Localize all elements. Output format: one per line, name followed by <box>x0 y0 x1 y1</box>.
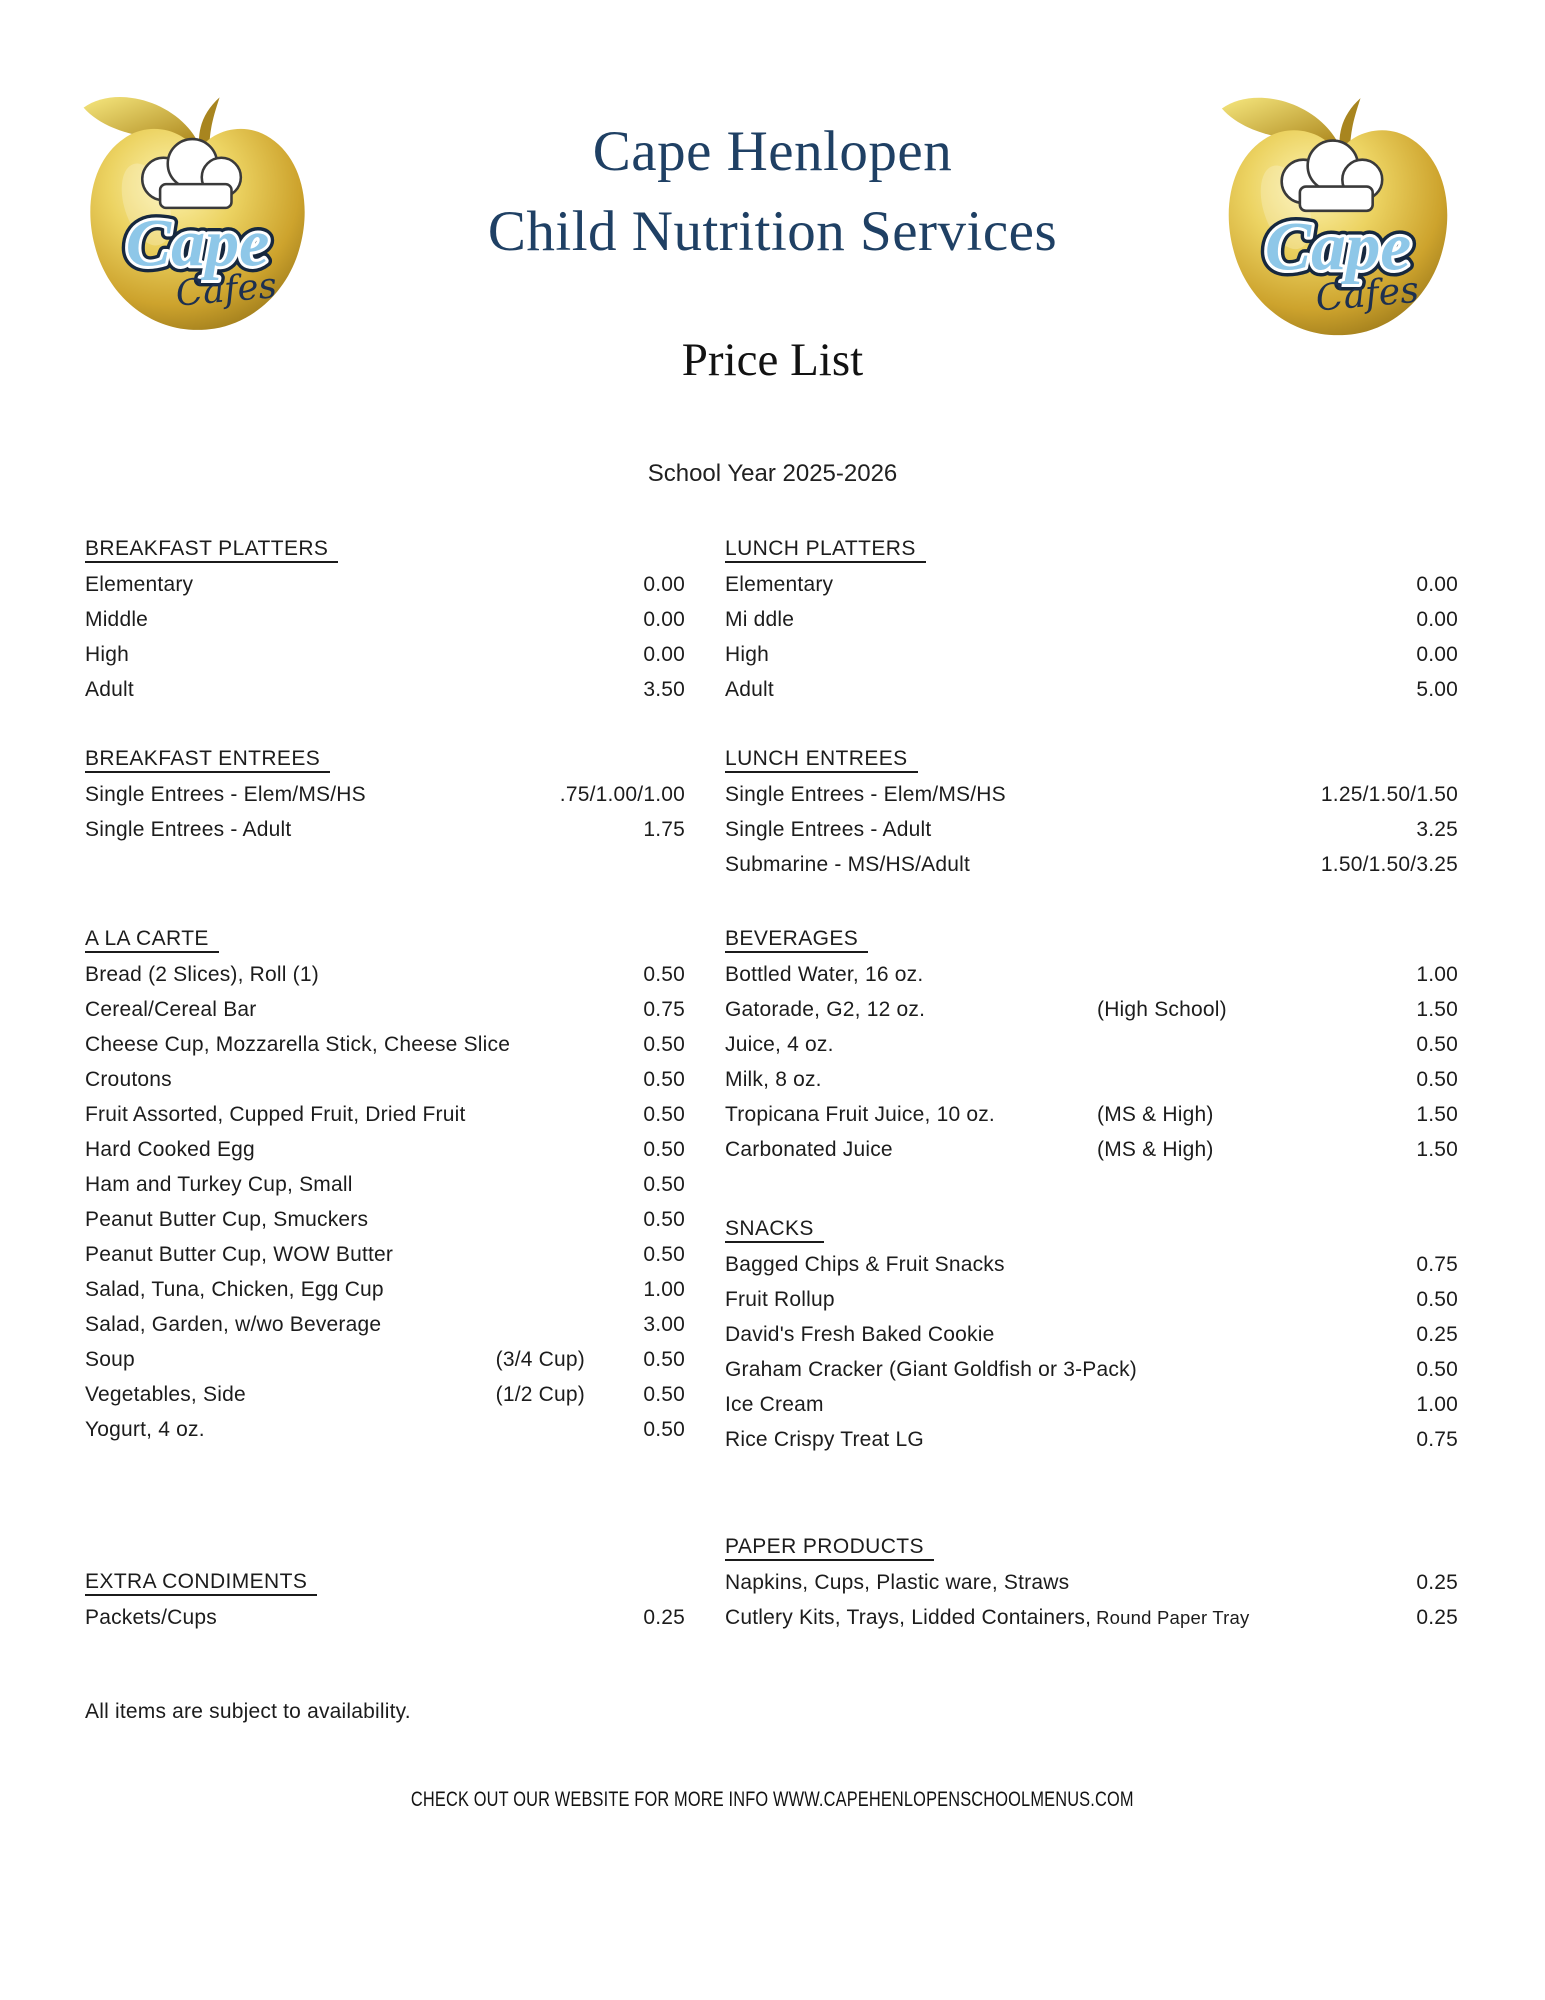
item-price: 0.50 <box>643 1418 685 1441</box>
item-price: 0.50 <box>1416 1068 1458 1091</box>
menu-item-row <box>725 567 1458 602</box>
item-label: Milk, 8 oz. <box>725 1068 822 1091</box>
section-heading: SNACKS <box>725 1212 1458 1247</box>
menu-item-row <box>725 1352 1458 1387</box>
item-price: 0.00 <box>643 608 685 631</box>
menu-item-row <box>85 1202 685 1237</box>
item-note: (High School) <box>1097 998 1227 1021</box>
item-price: 3.00 <box>643 1313 685 1336</box>
page-title: Price List <box>681 334 864 386</box>
menu-item-row <box>725 1565 1458 1600</box>
item-price: 0.50 <box>643 1173 685 1196</box>
item-price: 0.75 <box>643 998 685 1021</box>
item-label: Submarine - MS/HS/Adult <box>725 853 971 876</box>
section-heading: BREAKFAST PLATTERS <box>85 532 685 567</box>
item-label: Vegetables, Side <box>85 1383 246 1406</box>
item-label: Rice Crispy Treat LG <box>725 1428 924 1451</box>
item-price: 1.00 <box>1416 963 1458 986</box>
item-price: 0.50 <box>643 1138 685 1161</box>
menu-item-row <box>725 957 1458 992</box>
section-heading: EXTRA CONDIMENTS <box>85 1565 685 1600</box>
organization-title-line1: Cape Henlopen <box>592 120 953 183</box>
item-price: 0.50 <box>1416 1358 1458 1381</box>
item-price: 0.00 <box>1416 608 1458 631</box>
item-label: Yogurt, 4 oz. <box>85 1418 205 1441</box>
organization-title <box>0 112 1545 272</box>
menu-item-row <box>725 1387 1458 1422</box>
section-heading: BREAKFAST ENTREES <box>85 742 685 777</box>
item-label: Ice Cream <box>725 1393 824 1416</box>
menu-item-row <box>725 1097 1458 1132</box>
menu-item-row <box>725 777 1458 812</box>
menu-item-row <box>85 957 685 992</box>
item-label: Napkins, Cups, Plastic ware, Straws <box>725 1571 1070 1594</box>
school-year: School Year 2025-2026 <box>647 460 898 487</box>
item-label: Juice, 4 oz. <box>725 1033 834 1056</box>
section-heading: LUNCH PLATTERS <box>725 532 1458 567</box>
item-price: 5.00 <box>1416 678 1458 701</box>
menu-item-row <box>725 602 1458 637</box>
section-heading: BEVERAGES <box>725 922 1458 957</box>
item-price: 0.50 <box>643 963 685 986</box>
item-price: 0.25 <box>1416 1606 1458 1629</box>
item-note: (MS & High) <box>1097 1103 1214 1126</box>
menu-item-row <box>85 602 685 637</box>
item-label: Adult <box>725 678 774 701</box>
menu-item-row <box>725 1600 1458 1635</box>
menu-item-row <box>725 1282 1458 1317</box>
item-label-suffix: Round Paper Tray <box>1096 1607 1250 1628</box>
item-label: Fruit Assorted, Cupped Fruit, Dried Fruit <box>85 1103 466 1126</box>
menu-item-row <box>725 1247 1458 1282</box>
item-price: 3.50 <box>643 678 685 701</box>
menu-item-row <box>725 992 1458 1027</box>
website-info-text: CHECK OUT OUR WEBSITE FOR MORE INFO WWW.CAPEHENLOPENSCHOOLMENUS.COM <box>411 1788 1134 1811</box>
item-price: 0.50 <box>1416 1033 1458 1056</box>
item-price: 3.25 <box>1416 818 1458 841</box>
item-price: 0.75 <box>1416 1253 1458 1276</box>
item-price: 0.50 <box>643 1033 685 1056</box>
availability-note: All items are subject to availability. <box>85 1700 411 1723</box>
menu-item-row <box>85 777 685 812</box>
menu-item-row <box>85 1377 685 1412</box>
item-label: Single Entrees - Elem/MS/HS <box>85 783 366 806</box>
section-paper-products <box>725 1530 1458 1635</box>
menu-item-row <box>85 1027 685 1062</box>
website-info-line <box>0 1788 1545 1812</box>
item-price: 0.25 <box>1416 1323 1458 1346</box>
item-price: 1.25/1.50/1.50 <box>1320 783 1458 806</box>
menu-item-row <box>85 1272 685 1307</box>
item-label: Bottled Water, 16 oz. <box>725 963 924 986</box>
item-price: 0.50 <box>643 1243 685 1266</box>
menu-item-row <box>725 1317 1458 1352</box>
section-breakfast-platters <box>85 532 685 707</box>
menu-item-row <box>85 1062 685 1097</box>
item-label: Graham Cracker (Giant Goldfish or 3-Pack) <box>725 1358 1137 1381</box>
item-price: 1.50 <box>1416 1103 1458 1126</box>
item-price: 0.00 <box>1416 643 1458 666</box>
section-heading: PAPER PRODUCTS <box>725 1530 1458 1565</box>
item-label: Fruit Rollup <box>725 1288 835 1311</box>
organization-title-line2: Child Nutrition Services <box>487 200 1058 263</box>
menu-item-row <box>85 1167 685 1202</box>
item-note: (1/2 Cup) <box>495 1383 585 1406</box>
item-label: Cereal/Cereal Bar <box>85 998 257 1021</box>
item-label: Single Entrees - Elem/MS/HS <box>725 783 1006 806</box>
menu-item-row <box>85 1600 685 1635</box>
menu-item-row <box>85 1097 685 1132</box>
item-price: 1.50/1.50/3.25 <box>1320 853 1458 876</box>
item-label: Salad, Tuna, Chicken, Egg Cup <box>85 1278 384 1301</box>
item-note: (3/4 Cup) <box>495 1348 585 1371</box>
item-label: Bread (2 Slices), Roll (1) <box>85 963 319 986</box>
menu-item-row <box>85 992 685 1027</box>
item-label: Carbonated Juice <box>725 1138 893 1161</box>
item-price: 1.50 <box>1416 1138 1458 1161</box>
menu-item-row <box>725 1422 1458 1457</box>
item-price: 0.50 <box>643 1348 685 1371</box>
section-lunch-entrees <box>725 742 1458 882</box>
item-price: 1.50 <box>1416 998 1458 1021</box>
item-label: Single Entrees - Adult <box>85 818 292 841</box>
item-price: 0.25 <box>643 1606 685 1629</box>
item-label: Cheese Cup, Mozzarella Stick, Cheese Slice <box>85 1033 511 1056</box>
item-label: Elementary <box>725 573 834 596</box>
item-price: 0.50 <box>643 1103 685 1126</box>
item-label: Tropicana Fruit Juice, 10 oz. <box>725 1103 995 1126</box>
item-note: (MS & High) <box>1097 1138 1214 1161</box>
item-label: Peanut Butter Cup, Smuckers <box>85 1208 369 1231</box>
menu-item-row <box>85 1342 685 1377</box>
section-extra-condiments <box>85 1565 685 1635</box>
item-label: Croutons <box>85 1068 172 1091</box>
item-label: Cutlery Kits, Trays, Lidded Containers, <box>725 1606 1092 1629</box>
item-label: Packets/Cups <box>85 1606 217 1629</box>
item-price: 0.00 <box>643 573 685 596</box>
item-price: 0.25 <box>1416 1571 1458 1594</box>
item-price: 0.50 <box>643 1383 685 1406</box>
item-price: 1.00 <box>1416 1393 1458 1416</box>
item-label: Soup <box>85 1348 135 1371</box>
item-price: 0.00 <box>1416 573 1458 596</box>
item-label: Bagged Chips & Fruit Snacks <box>725 1253 1005 1276</box>
item-label: Adult <box>85 678 134 701</box>
item-label: Middle <box>85 608 149 631</box>
item-label: Peanut Butter Cup, WOW Butter <box>85 1243 394 1266</box>
menu-item-row <box>725 812 1458 847</box>
item-label: Single Entrees - Adult <box>725 818 932 841</box>
item-label: Ham and Turkey Cup, Small <box>85 1173 353 1196</box>
item-price: 0.50 <box>643 1208 685 1231</box>
item-label: Salad, Garden, w/wo Beverage <box>85 1313 382 1336</box>
item-price: 0.50 <box>1416 1288 1458 1311</box>
item-price: 0.50 <box>643 1068 685 1091</box>
section-breakfast-entrees <box>85 742 685 847</box>
section-beverages <box>725 922 1458 1167</box>
item-label: Gatorade, G2, 12 oz. <box>725 998 926 1021</box>
item-label: Hard Cooked Egg <box>85 1138 255 1161</box>
item-label: Elementary <box>85 573 194 596</box>
menu-item-row <box>85 1237 685 1272</box>
menu-item-row <box>85 672 685 707</box>
menu-item-row <box>725 1027 1458 1062</box>
menu-item-row <box>85 567 685 602</box>
item-label: High <box>725 643 769 666</box>
menu-item-row <box>725 672 1458 707</box>
section-lunch-platters <box>725 532 1458 707</box>
item-price: 1.00 <box>643 1278 685 1301</box>
menu-item-row <box>85 1307 685 1342</box>
menu-item-row <box>85 637 685 672</box>
section-heading: LUNCH ENTREES <box>725 742 1458 777</box>
menu-item-row <box>85 1132 685 1167</box>
item-price: 0.00 <box>643 643 685 666</box>
menu-item-row <box>85 812 685 847</box>
section-a-la-carte <box>85 922 685 1447</box>
menu-item-row <box>725 637 1458 672</box>
item-price: .75/1.00/1.00 <box>559 783 685 806</box>
item-label: High <box>85 643 129 666</box>
menu-item-row <box>725 847 1458 882</box>
menu-item-row <box>725 1132 1458 1167</box>
section-heading: A LA CARTE <box>85 922 685 957</box>
menu-item-row <box>85 1412 685 1447</box>
section-snacks <box>725 1212 1458 1457</box>
item-label: David's Fresh Baked Cookie <box>725 1323 995 1346</box>
item-price: 0.75 <box>1416 1428 1458 1451</box>
item-price: 1.75 <box>643 818 685 841</box>
item-label: Mi ddle <box>725 608 795 631</box>
menu-item-row <box>725 1062 1458 1097</box>
